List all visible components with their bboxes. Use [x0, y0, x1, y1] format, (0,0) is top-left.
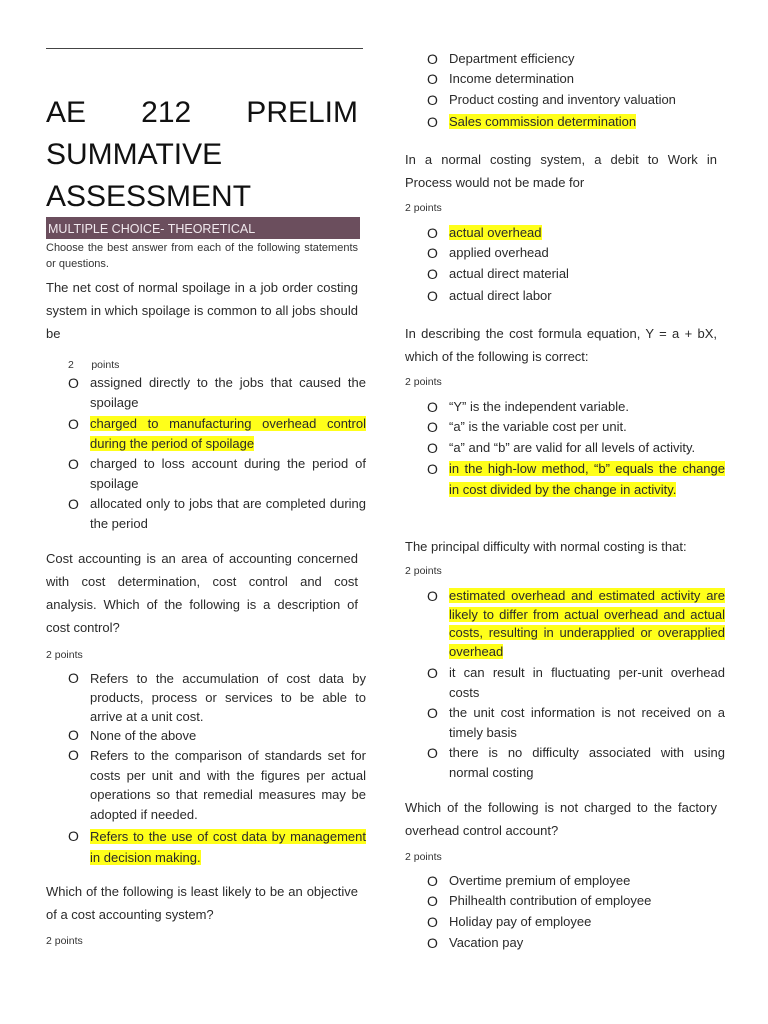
option-radio[interactable]: [46, 494, 366, 534]
option-label: allocated only to jobs that are completed during the period: [90, 496, 366, 531]
option-radio[interactable]: [405, 891, 725, 911]
question-3-text: Which of the following is least likely to be an objective of a cost accounting system?: [46, 884, 358, 922]
option-radio[interactable]: [46, 454, 366, 494]
radio-circle-icon[interactable]: O: [427, 266, 438, 282]
question-5-options: [405, 397, 725, 500]
option-radio-selected[interactable]: [405, 459, 725, 500]
radio-circle-icon[interactable]: O: [427, 705, 438, 721]
option-radio-selected[interactable]: [46, 414, 366, 454]
section-banner: MULTIPLE CHOICE- THEORETICAL: [46, 217, 360, 239]
question-5-text: In describing the cost formula equation, Y = a + bX, which of the following is correct:: [405, 326, 717, 364]
radio-circle-icon[interactable]: O: [427, 914, 438, 930]
option-label: it can result in fluctuating per-unit overhead costs: [449, 665, 725, 700]
option-label: “Y” is the independent variable.: [449, 399, 629, 414]
option-radio[interactable]: [405, 912, 725, 932]
option-label: charged to loss account during the period of spoilage: [90, 456, 366, 491]
radio-circle-icon[interactable]: O: [427, 288, 438, 304]
option-label-highlighted: Refers to the use of cost data by management in decision making.: [90, 829, 366, 865]
radio-circle-icon[interactable]: O: [68, 670, 79, 686]
radio-circle-icon[interactable]: O: [427, 51, 438, 67]
question-1-options: [46, 373, 366, 534]
option-radio[interactable]: [405, 49, 725, 69]
option-radio[interactable]: [405, 264, 725, 284]
question-6-options: [405, 587, 725, 783]
option-radio-selected[interactable]: [405, 112, 725, 132]
option-label: “a” and “b” are valid for all levels of activity.: [449, 440, 696, 455]
radio-circle-icon[interactable]: O: [427, 873, 438, 889]
option-label: Holiday pay of employee: [449, 914, 592, 929]
option-radio[interactable]: [46, 373, 366, 413]
option-label: Philhealth contribution of employee: [449, 893, 652, 908]
option-radio[interactable]: [46, 746, 366, 824]
option-label: Product costing and inventory valuation: [449, 92, 676, 107]
question-7-text: Which of the following is not charged to the factory overhead control account?: [405, 800, 717, 838]
question-6-text: The principal difficulty with normal costing is that:: [405, 539, 687, 554]
radio-circle-icon[interactable]: O: [427, 71, 438, 87]
radio-circle-icon[interactable]: O: [68, 456, 79, 472]
option-label: None of the above: [90, 728, 197, 743]
question-6-points: 2 points: [405, 565, 442, 577]
option-radio[interactable]: [405, 933, 725, 953]
question-3-points: 2 points: [46, 935, 83, 947]
option-label: actual direct labor: [449, 288, 552, 303]
option-label: assigned directly to the jobs that caused the spoilage: [90, 375, 366, 410]
option-label: Refers to the accumulation of cost data by products, process or services to be able to arrive at a unit cost.: [90, 671, 366, 724]
radio-circle-icon[interactable]: O: [427, 461, 438, 477]
option-radio[interactable]: [405, 743, 725, 783]
option-radio[interactable]: [405, 417, 725, 437]
question-2-text: Cost accounting is an area of accounting concerned with cost determination, cost control and cost analysis. Which of the following is a description of cost control?: [46, 551, 358, 635]
option-radio[interactable]: [405, 286, 725, 306]
radio-circle-icon[interactable]: O: [427, 419, 438, 435]
option-radio[interactable]: [405, 703, 725, 743]
question-1-points: 2 points: [68, 359, 120, 371]
radio-circle-icon[interactable]: O: [427, 893, 438, 909]
option-label: there is no difficulty associated with using normal costing: [449, 745, 725, 780]
option-label: “a” is the variable cost per unit.: [449, 419, 627, 434]
option-radio[interactable]: [405, 90, 725, 110]
option-label: Refers to the comparison of standards set for costs per unit and with the figures per actual operations so that remedial measures may be adopted if needed.: [90, 748, 366, 822]
radio-circle-icon[interactable]: O: [427, 114, 438, 130]
radio-circle-icon[interactable]: O: [427, 665, 438, 681]
option-label: Vacation pay: [449, 935, 524, 950]
question-4-options: [405, 223, 725, 306]
option-label: Overtime premium of employee: [449, 873, 631, 888]
option-radio[interactable]: [405, 871, 725, 891]
option-label: actual direct material: [449, 266, 569, 281]
radio-circle-icon[interactable]: O: [427, 245, 438, 261]
option-radio[interactable]: [405, 438, 725, 458]
option-label: Income determination: [449, 71, 575, 86]
radio-circle-icon[interactable]: O: [427, 935, 438, 951]
option-label: the unit cost information is not received on a timely basis: [449, 705, 725, 740]
question-5-points: 2 points: [405, 376, 442, 388]
radio-circle-icon[interactable]: O: [68, 727, 79, 743]
option-label-highlighted: charged to manufacturing overhead control during the period of spoilage: [90, 416, 366, 451]
radio-circle-icon[interactable]: O: [427, 588, 438, 604]
radio-circle-icon[interactable]: O: [427, 440, 438, 456]
radio-circle-icon[interactable]: O: [68, 747, 79, 763]
question-7-options: [405, 871, 725, 953]
option-label-highlighted: Sales commission determination: [449, 114, 637, 129]
option-radio[interactable]: [46, 669, 366, 726]
option-radio[interactable]: [405, 663, 725, 703]
option-radio[interactable]: [405, 397, 725, 417]
instructions: Choose the best answer from each of the following statements or questions.: [46, 242, 358, 270]
option-radio[interactable]: [46, 726, 366, 745]
radio-circle-icon[interactable]: O: [68, 375, 79, 391]
option-radio-selected[interactable]: [405, 223, 725, 243]
option-label-highlighted: actual overhead: [449, 225, 542, 240]
radio-circle-icon[interactable]: O: [427, 399, 438, 415]
question-4-points: 2 points: [405, 202, 442, 214]
question-1-text: The net cost of normal spoilage in a job order costing system in which spoilage is common to all jobs should be: [46, 280, 358, 341]
question-3-options: [405, 49, 725, 132]
option-radio[interactable]: [405, 69, 725, 89]
option-label-highlighted: estimated overhead and estimated activity are likely to differ from actual overhead and actual costs, resulting in underapplied or overapplied overhead: [449, 588, 725, 659]
option-label: Department efficiency: [449, 51, 575, 66]
option-radio-selected[interactable]: [46, 826, 366, 868]
option-radio[interactable]: [405, 243, 725, 263]
radio-circle-icon[interactable]: O: [427, 225, 438, 241]
option-label: applied overhead: [449, 245, 549, 260]
question-4-text: In a normal costing system, a debit to Work in Process would not be made for: [405, 152, 717, 190]
header-divider: [46, 48, 363, 49]
question-2-options: [46, 669, 366, 868]
page-title: AE 212 PRELIM SUMMATIVE ASSESSMENT: [46, 96, 358, 213]
radio-circle-icon[interactable]: O: [427, 745, 438, 761]
radio-circle-icon[interactable]: O: [68, 828, 79, 844]
option-radio-selected[interactable]: [405, 587, 725, 661]
option-label-highlighted: in the high-low method, “b” equals the change in cost divided by the change in activity.: [449, 461, 725, 497]
radio-circle-icon[interactable]: O: [427, 92, 438, 108]
question-7-points: 2 points: [405, 851, 442, 863]
radio-circle-icon[interactable]: O: [68, 496, 79, 512]
question-2-points: 2 points: [46, 649, 83, 661]
radio-circle-icon[interactable]: O: [68, 416, 79, 432]
